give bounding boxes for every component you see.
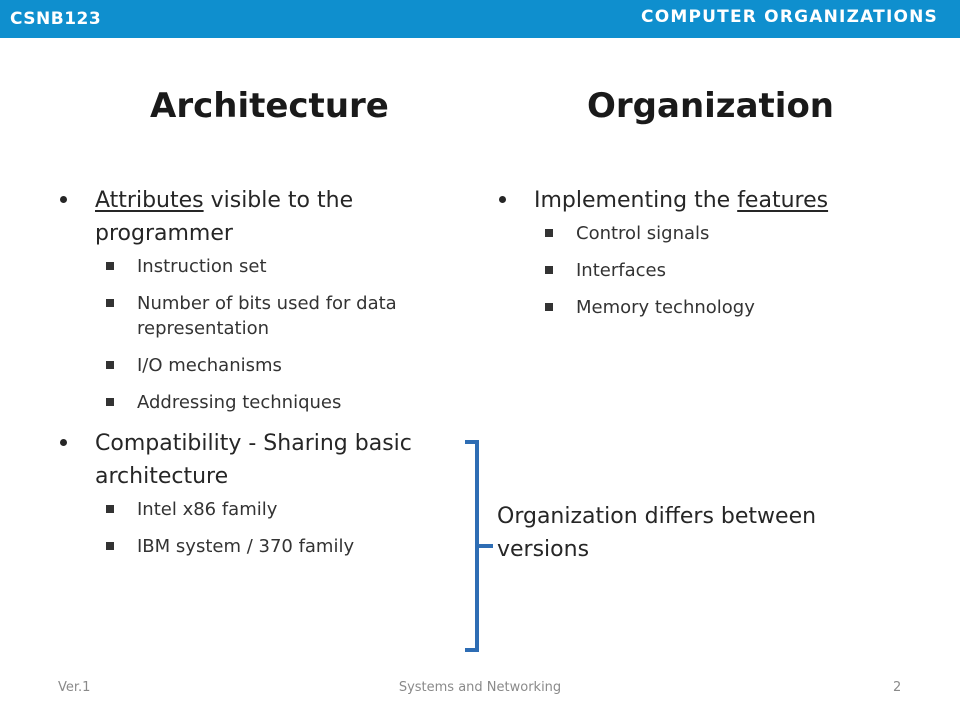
bullet-attributes — [58, 184, 468, 250]
organization-note: Organization differs between versions — [497, 504, 817, 562]
sub-item-text: Interfaces — [576, 260, 666, 281]
attributes-underlined: Attributes — [95, 188, 204, 213]
sub-item — [497, 221, 917, 246]
sub-item — [58, 254, 468, 279]
square-bullet — [545, 266, 553, 274]
sub-item — [58, 390, 468, 415]
sub-item — [497, 258, 917, 283]
sub-item — [58, 353, 468, 378]
square-bullet — [545, 303, 553, 311]
organization-heading: Organization — [587, 86, 835, 126]
implementing-prefix: Implementing the — [534, 188, 738, 213]
implementing-sublist — [497, 221, 917, 320]
square-bullet — [106, 361, 114, 369]
footer-page-number: 2 — [893, 680, 902, 695]
architecture-column — [58, 184, 468, 571]
bullet-dot — [60, 439, 67, 446]
square-bullet — [545, 229, 553, 237]
bullet-dot — [499, 196, 506, 203]
square-bullet — [106, 542, 114, 550]
square-bullet — [106, 505, 114, 513]
features-underlined: features — [737, 188, 829, 213]
bullet-implementing — [497, 184, 917, 217]
square-bullet — [106, 398, 114, 406]
square-bullet — [106, 299, 114, 307]
sub-item-text: Addressing techniques — [137, 392, 342, 413]
footer-title: Systems and Networking — [398, 680, 562, 695]
sub-item-text: Control signals — [576, 223, 710, 244]
attributes-sublist — [58, 254, 468, 415]
sub-item-text: Memory technology — [576, 297, 755, 318]
organization-column — [497, 184, 917, 332]
bullet-compatibility — [58, 427, 468, 493]
attributes-rest: visible to the programmer — [95, 188, 354, 246]
sub-item — [58, 291, 468, 341]
course-code: CSNB123 — [10, 9, 102, 29]
sub-item — [58, 497, 468, 522]
square-bullet — [106, 262, 114, 270]
sub-item-text: Intel x86 family — [137, 499, 278, 520]
compatibility-text: Compatibility - Sharing basic architecture — [95, 431, 412, 489]
sub-item-text: IBM system / 370 family — [137, 536, 355, 557]
footer-version: Ver.1 — [58, 680, 91, 695]
brace-path — [465, 442, 493, 650]
sub-item — [497, 295, 917, 320]
sub-item-text: I/O mechanisms — [137, 355, 282, 376]
subject-title: COMPUTER ORGANIZATIONS — [641, 7, 938, 27]
sub-item-text: Number of bits used for data representation — [137, 293, 397, 339]
curly-brace-connector — [461, 440, 495, 652]
sub-item — [58, 534, 468, 559]
bullet-dot — [60, 196, 67, 203]
sub-item-text: Instruction set — [137, 256, 267, 277]
header-bar — [0, 0, 960, 38]
architecture-heading: Architecture — [150, 86, 389, 126]
compatibility-sublist — [58, 497, 468, 559]
